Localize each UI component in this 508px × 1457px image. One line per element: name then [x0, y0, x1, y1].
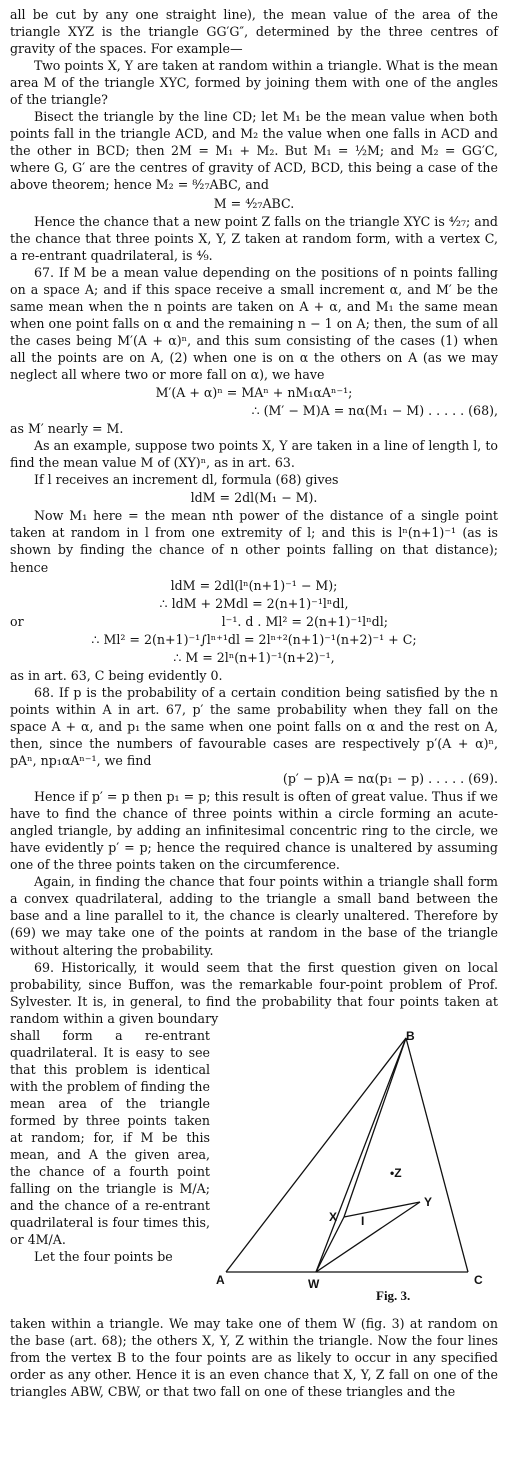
- paragraph: Hence the chance that a new point Z falls on the triangle XYC is ⁴⁄₂₇; and the chance that three points X, Y, Z taken at random form, with a vertex C, a re-entrant quadrilateral, is ⁴⁄₉.: [10, 213, 498, 263]
- paragraph: taken within a triangle. We may take one of them W (fig. 3) at random on the base (art. 68); the others X, Y, Z within the triangle. Now the four lines from the vertex B to the four points are as likely to occur in any specified order as any other. Hence it is an even chance that X, Y, Z fall on one of the triangles ABW, CBW, or that two fall on one of these triangles and the: [10, 1315, 498, 1399]
- paragraph: 67. If M be a mean value depending on the positions of n points falling on a space A; and if this space receive a small increment α, and M′ be the same mean when the n points are taken on A + α, and M₁ the same mean when one point falls on α and the remaining n − 1 on A; then, the sum of all the cases being M′(A + α)ⁿ, and this sum consisting of the cases (1) when all the points are on A, (2) when one is on α the others on A (as we may neglect all where two or more fall on α), we have: [10, 264, 498, 382]
- paragraph: 68. If p is the probability of a certain condition being satisfied by the n points within A in art. 67, p′ the same probability when they fall on the space A + α, and p₁ the same when one point falls on α and the rest on A, then, since the numbers of favourable cases are respectively p′(A + α)ⁿ, pAⁿ, np₁αAⁿ⁻¹, we find: [10, 684, 498, 769]
- paragraph: as in art. 63, C being evidently 0.: [10, 667, 223, 683]
- label-a: A: [216, 1272, 225, 1287]
- paragraph: shall form a re-entrant quadrilateral. It is easy to see that this problem is identical with the problem of finding the mean area of the triangle formed by three points taken at random; for, if M be this mean, and A the given area, the chance of a fourth point falling on the triangle is M/A; and the chance of a re-entrant quadrilateral is four times this, or 4M/A.: [10, 1027, 210, 1248]
- equation: ∴ ldM + 2Mdl = 2(n+1)⁻¹lⁿdl,: [159, 595, 349, 611]
- equation: ∴ Ml² = 2(n+1)⁻¹∫lⁿ⁺¹dl = 2lⁿ⁺²(n+1)⁻¹(n+2)⁻¹ + C;: [91, 631, 417, 647]
- label-y: Y: [424, 1194, 433, 1209]
- paragraph: all be cut by any one straight line), the mean value of the area of the triangle XYZ is the triangle GG′G″, determined by the three centres of gravity of the spaces. For example—: [10, 7, 498, 57]
- equation: ldM = 2dl(M₁ − M).: [190, 490, 318, 506]
- triangle-diagram: [216, 1030, 498, 1315]
- label-b: B: [406, 1029, 415, 1043]
- side-line-cb: [406, 1038, 468, 1272]
- equation: ldM = 2dl(lⁿ(n+1)⁻¹ − M);: [170, 577, 338, 593]
- paragraph: as M′ nearly = M.: [10, 421, 124, 437]
- label-x: X: [329, 1209, 338, 1224]
- equation-row: [10, 613, 498, 630]
- equation: ∴ M = 2lⁿ(n+1)⁻¹(n+2)⁻¹,: [173, 649, 335, 665]
- paragraph: Let the four points be: [34, 1249, 173, 1265]
- line-xb: [344, 1038, 406, 1217]
- paragraph: As an example, suppose two points X, Y are taken in a line of length l, to find the mean value M of (XY)ⁿ, as in art. 63.: [10, 438, 498, 471]
- label-c: C: [474, 1272, 483, 1287]
- equation: ∴ (M′ − M)A = nα(M₁ − M) . . . . . (68),: [251, 403, 498, 419]
- paragraph: Now M₁ here = the mean nth power of the distance of a single point taken at random in l from one extremity of l; and this is lⁿ(n+1)⁻¹ (as is shown by finding the chance of n other points falling on that distance); hence: [10, 508, 498, 575]
- label-i: I: [361, 1213, 365, 1228]
- label-w: W: [308, 1276, 320, 1291]
- equation: (p′ − p)A = nα(p₁ − p) . . . . . (69).: [282, 771, 498, 787]
- paragraph: Bisect the triangle by the line CD; let M₁ be the mean value when both points fall in the triangle ACD, and M₂ the value when one falls in ACD and the other in BCD; then 2M = M₁ + M₂. But M₁ = ½M; and M₂ = GG′C, where G, G′ are the centres of gravity of ACD, BCD, this being a case of the above theorem; hence M₂ = ⁸⁄₂₇ABC, and: [10, 109, 498, 193]
- figure-3: [216, 1030, 498, 1315]
- label-z: •Z: [390, 1165, 402, 1180]
- paragraph: Hence if p′ = p then p₁ = p; this result is often of great value. Thus if we have to find the chance of three points within a circle forming an acute-angled triangle, by adding an infinitesimal concentric ring to the circle, we have evidently p′ = p; hence the required chance is unaltered by assuming one of the three points taken on the circumference.: [10, 789, 498, 873]
- paragraph: Again, in finding the chance that four points within a triangle shall form a convex quadrilateral, adding to the triangle a small band between the base and a line parallel to it, the chance is clearly unaltered. Therefore by (69) we may take one of the points at random in the base of the triangle without altering the probability.: [10, 874, 498, 958]
- equation: M = ⁴⁄₂₇ABC.: [213, 195, 295, 211]
- paragraph: If l receives an increment dl, formula (68) gives: [34, 472, 339, 488]
- paragraph: 69. Historically, it would seem that the first question given on local probability, since Buffon, was the remarkable four-point problem of Prof. Sylvester. It is, in general, to find the probability that four points taken at random within a given boundary: [10, 959, 498, 1026]
- paragraph: Two points X, Y are taken at random within a triangle. What is the mean area M of the triangle XYC, formed by joining them with one of the angles of the triangle?: [10, 58, 498, 108]
- side-line-ab: [226, 1038, 406, 1272]
- equation: l⁻¹. d . Ml² = 2(n+1)⁻¹lⁿdl;: [221, 613, 388, 629]
- line-wb: [316, 1038, 406, 1272]
- or-label: or: [10, 613, 24, 629]
- line-wx: [316, 1217, 344, 1272]
- figure-section: [10, 1027, 498, 1315]
- equation: M′(A + α)ⁿ = MAⁿ + nM₁αAⁿ⁻¹;: [155, 385, 353, 401]
- figure-caption: Fig. 3.: [376, 1287, 411, 1303]
